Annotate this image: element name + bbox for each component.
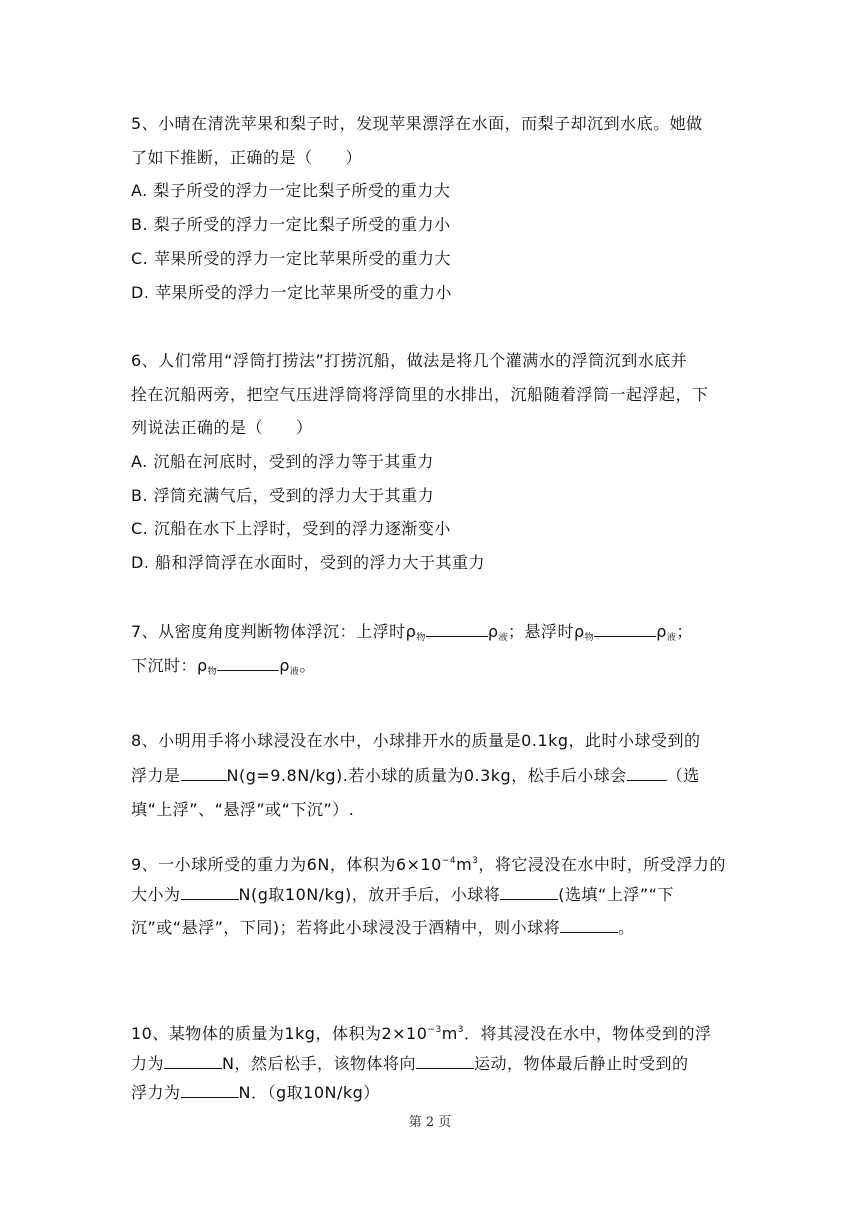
q9-text-a: 9、一小球所受的重力为6N，体积为6×10 (131, 855, 442, 874)
q5-option-d: D. 苹果所受的浮力一定比苹果所受的重力小 (131, 283, 452, 302)
q10-blank-direction[interactable] (416, 1054, 474, 1069)
q8-blank-state[interactable] (627, 766, 667, 781)
q6-stem-line3: 列说法正确的是（ ） (131, 418, 313, 437)
q10-text-l3a: 浮力为 (131, 1083, 181, 1102)
q6-option-b: B. 浮筒充满气后，受到的浮力大于其重力 (131, 486, 435, 505)
q10-blank-buoyancy[interactable] (164, 1054, 222, 1069)
q5-stem-line2: 了如下推断，正确的是（ ） (131, 148, 363, 167)
q9-unit-m: m (456, 855, 473, 874)
q6-stem-line1: 6、人们常用“浮筒打捞法”打捞沉船，做法是将几个灌满水的浮筒沉到水底并 (131, 351, 688, 370)
q8-text-a: 浮力是 (131, 766, 181, 785)
q7-text-c: ； (676, 622, 693, 641)
q9-text-l3a: 沉”或“悬浮”，下同)；若将此小球浸没于酒精中，则小球将 (131, 918, 561, 937)
q9-text-c: ，将它浸没在水中时，所受浮力的 (478, 855, 726, 874)
q5-option-c: C. 苹果所受的浮力一定比苹果所受的重力大 (131, 249, 451, 268)
q7-rho: ρ (487, 622, 499, 641)
q7-rho: ρ (656, 622, 667, 641)
q7-sub-liquid: 液 (498, 633, 509, 643)
q6-option-c: C. 沉船在水下上浮时，受到的浮力逐渐变小 (131, 519, 451, 538)
q8-line1: 8、小明用手将小球浸没在水中，小球排开水的质量是0.1kg，此时小球受到的 (131, 731, 701, 750)
q10-text-c: ．将其浸没在水中，物体受到的浮 (464, 1024, 712, 1043)
q10-unit-m: m (441, 1024, 458, 1043)
q10-text-l2b: N，然后松手，该物体将向 (222, 1054, 416, 1073)
q7-sub-liquid: 液 (289, 667, 300, 677)
q7-sub-object: 物 (207, 667, 218, 677)
q7-text-b: ；悬浮时ρ (508, 622, 585, 641)
q7-rho: ρ (279, 656, 290, 675)
q10-text-a: 10、某物体的质量为1kg，体积为2×10 (131, 1024, 428, 1043)
q5-option-a: A. 梨子所受的浮力一定比梨子所受的重力大 (131, 181, 451, 200)
q7-sub-object: 物 (416, 633, 426, 643)
q7-text-e: 。 (299, 656, 316, 675)
q9-blank-water-state[interactable] (500, 885, 558, 900)
q10-text-l2c: 运动，物体最后静止时受到的 (474, 1054, 689, 1073)
q9-line1 (131, 851, 726, 875)
q5-option-b: B. 梨子所受的浮力一定比梨子所受的重力小 (131, 215, 451, 234)
q9-blank-buoyancy[interactable] (181, 885, 239, 900)
q9-text-l2b: N(g取10N/kg)，放开手后，小球将 (238, 885, 501, 904)
q10-line2 (131, 1054, 689, 1074)
q10-text-l2a: 力为 (131, 1054, 165, 1073)
q9-line2 (131, 885, 674, 905)
q6-stem-line2: 拴在沉船两旁，把空气压进浮筒将浮筒里的水排出，沉船随着浮筒一起浮起，下 (131, 385, 709, 404)
q6-option-a: A. 沉船在河底时，受到的浮力等于其重力 (131, 452, 434, 471)
q9-blank-alcohol-state[interactable] (560, 918, 618, 933)
q7-sub-object: 物 (584, 633, 595, 643)
q8-line3: 填“上浮”、“悬浮”或“下沉”）. (131, 800, 355, 819)
q7-line2 (131, 656, 316, 682)
q7-blank-suspend[interactable] (594, 622, 656, 637)
q7-text-a: 7、从密度角度判断物体浮沉：上浮时ρ (131, 622, 417, 641)
q9-exponent: −4 (441, 856, 457, 866)
q8-line2 (131, 766, 700, 786)
q10-text-l3b: N．（g取10N/kg） (238, 1083, 380, 1102)
q7-blank-rise[interactable] (426, 622, 488, 637)
q10-unit-cube: 3 (457, 1025, 465, 1035)
q5-stem-line1: 5、小晴在清洗苹果和梨子时，发现苹果漂浮在水面，而梨子却沉到水底。她做 (131, 114, 703, 133)
q7-text-d: 下沉时：ρ (131, 656, 208, 675)
page-number: 第 2 页 (408, 1115, 452, 1130)
q7-blank-sink[interactable] (217, 656, 279, 671)
q10-line3 (131, 1083, 380, 1103)
q8-text-c: （选 (666, 766, 700, 785)
q8-blank-buoyancy[interactable] (181, 766, 227, 781)
q10-exponent: −3 (427, 1025, 442, 1035)
q7-sub-liquid: 液 (666, 633, 677, 643)
q9-unit-cube: 3 (472, 856, 479, 866)
q9-text-l2a: 大小为 (131, 885, 181, 904)
q9-line3 (131, 918, 635, 938)
q9-text-l2c: (选填“上浮”“下 (558, 885, 674, 904)
q9-text-l3b: 。 (618, 918, 635, 937)
q8-text-b: N(g=9.8N/kg).若小球的质量为0.3kg，松手后小球会 (226, 766, 627, 785)
q10-blank-final-buoyancy[interactable] (181, 1083, 239, 1098)
q10-line1 (131, 1020, 712, 1044)
q7-line1 (131, 622, 693, 648)
q6-option-d: D. 船和浮筒浮在水面时，受到的浮力大于其重力 (131, 553, 485, 572)
